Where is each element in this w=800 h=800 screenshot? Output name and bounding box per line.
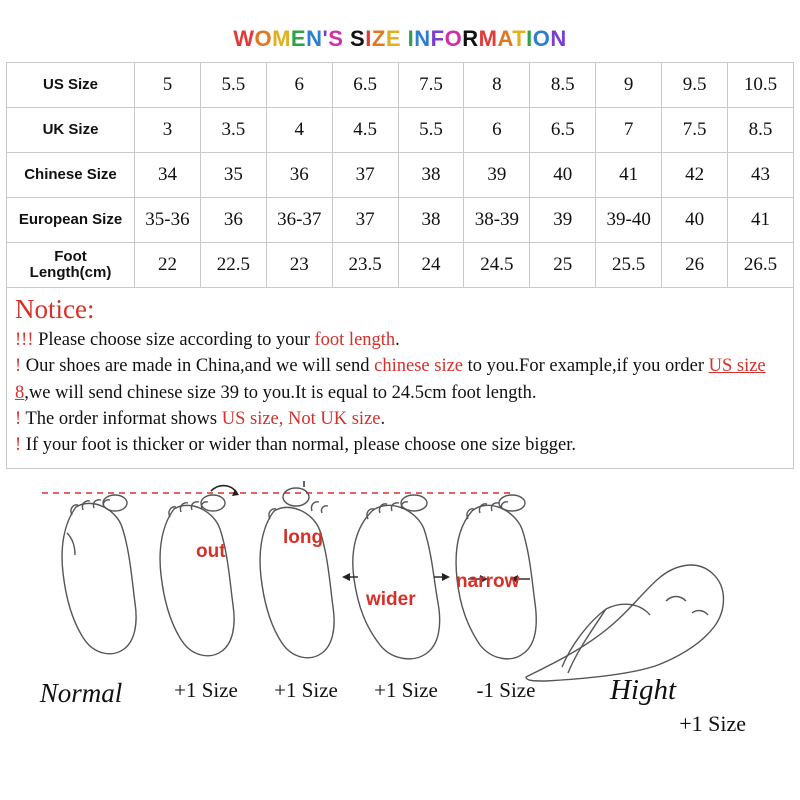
table-cell: 42 <box>662 153 728 198</box>
row-header: European Size <box>7 198 135 243</box>
size-table-wrap <box>6 62 794 288</box>
table-cell: 3 <box>135 108 201 153</box>
table-cell: 25.5 <box>596 243 662 288</box>
size-table <box>6 62 794 288</box>
notice-line-1-end: . <box>395 330 400 351</box>
notice-line-1-text: Please choose size according to your <box>33 330 315 351</box>
foot-long <box>260 481 334 658</box>
notice-line-3-end: . <box>380 408 386 429</box>
svg-text:out: out <box>196 541 226 563</box>
table-cell: 35-36 <box>135 198 201 243</box>
table-cell: 37 <box>332 153 398 198</box>
notice-line-2-ussize: US size 8 <box>15 356 766 403</box>
foot-out <box>160 486 239 656</box>
page-title: WOMEN'S SIZE INFORMATION <box>233 26 567 51</box>
table-cell: 22.5 <box>200 243 266 288</box>
table-cell: 26.5 <box>728 243 794 288</box>
table-cell: 10.5 <box>728 63 794 108</box>
table-cell: 38-39 <box>464 198 530 243</box>
foot-normal <box>62 495 136 654</box>
table-cell: 41 <box>596 153 662 198</box>
notice-line-2-highlight: chinese size <box>374 356 464 377</box>
table-cell: 35 <box>200 153 266 198</box>
notice-line-1-highlight: foot length <box>314 330 396 351</box>
row-header: Chinese Size <box>7 153 135 198</box>
table-cell: 9 <box>596 63 662 108</box>
notice-line-3-text: The order informat shows <box>21 408 222 429</box>
notice-line-2-text2: to you.For example,if you order <box>463 356 709 377</box>
notice-line-2-text: Our shoes are made in China,and we will send <box>21 356 375 377</box>
notice-line-1 <box>15 327 785 353</box>
table-cell: 38 <box>398 198 464 243</box>
table-cell: 6.5 <box>332 63 398 108</box>
table-cell: 5.5 <box>200 63 266 108</box>
table-cell: 39 <box>464 153 530 198</box>
caption-narrow: -1 Size <box>476 678 536 703</box>
caption-long: +1 Size <box>274 678 338 703</box>
caption-height: Hight <box>609 674 676 707</box>
table-cell: 25 <box>530 243 596 288</box>
svg-text:long: long <box>283 527 324 549</box>
table-cell: 8.5 <box>530 63 596 108</box>
table-cell: 8.5 <box>728 108 794 153</box>
table-cell: 7 <box>596 108 662 153</box>
notice-line-3-mark: ! <box>15 408 22 429</box>
notice-line-4-text: If your foot is thicker or wider than normal, please choose one size bigger. <box>21 435 577 456</box>
table-cell: 6.5 <box>530 108 596 153</box>
table-cell: 39 <box>530 198 596 243</box>
notice-line-2-end: ,we will send chinese size 39 to you.It is equal to 24.5cm foot length. <box>24 382 537 403</box>
svg-text:narrow: narrow <box>456 571 520 593</box>
table-cell: 36-37 <box>266 198 332 243</box>
table-cell: 24 <box>398 243 464 288</box>
table-cell: 37 <box>332 198 398 243</box>
table-cell: 23 <box>266 243 332 288</box>
foot-wider <box>342 495 450 659</box>
notice-line-1-mark: !!! <box>15 330 34 351</box>
notice-box <box>6 288 794 469</box>
table-cell: 23.5 <box>332 243 398 288</box>
table-cell: 7.5 <box>662 108 728 153</box>
table-row <box>7 108 794 153</box>
table-cell: 43 <box>728 153 794 198</box>
svg-text:wider: wider <box>366 589 416 611</box>
table-cell: 9.5 <box>662 63 728 108</box>
foot-illustration <box>6 481 794 739</box>
table-cell: 6 <box>464 108 530 153</box>
table-cell: 8 <box>464 63 530 108</box>
table-cell: 36 <box>200 198 266 243</box>
row-header: UK Size <box>7 108 135 153</box>
table-cell: 36 <box>266 153 332 198</box>
table-cell: 26 <box>662 243 728 288</box>
table-cell: 5.5 <box>398 108 464 153</box>
table-row <box>7 243 794 288</box>
caption-wider: +1 Size <box>374 678 438 703</box>
table-cell: 34 <box>135 153 201 198</box>
table-cell: 7.5 <box>398 63 464 108</box>
page-title-wrap <box>0 0 800 62</box>
row-header: Foot Length(cm) <box>7 243 135 288</box>
notice-line-3 <box>15 406 785 432</box>
table-cell: 6 <box>266 63 332 108</box>
table-cell: 4 <box>266 108 332 153</box>
caption-out: +1 Size <box>174 678 238 703</box>
table-cell: 41 <box>728 198 794 243</box>
table-row <box>7 153 794 198</box>
table-cell: 38 <box>398 153 464 198</box>
caption-normal: Normal <box>39 678 123 709</box>
row-header: US Size <box>7 63 135 108</box>
table-cell: 40 <box>662 198 728 243</box>
table-cell: 5 <box>135 63 201 108</box>
table-cell: 4.5 <box>332 108 398 153</box>
foot-side-height <box>526 565 724 681</box>
notice-line-4 <box>15 432 785 458</box>
table-cell: 24.5 <box>464 243 530 288</box>
notice-heading: Notice: <box>15 294 95 324</box>
table-cell: 22 <box>135 243 201 288</box>
table-cell: 39-40 <box>596 198 662 243</box>
notice-line-2 <box>15 353 785 406</box>
table-cell: 3.5 <box>200 108 266 153</box>
table-cell: 40 <box>530 153 596 198</box>
table-row <box>7 63 794 108</box>
table-row <box>7 198 794 243</box>
notice-line-4-mark: ! <box>15 435 22 456</box>
caption-height-sub: +1 Size <box>679 711 746 737</box>
notice-line-2-mark: ! <box>15 356 22 377</box>
notice-line-3-highlight: US size, Not UK size <box>221 408 381 429</box>
